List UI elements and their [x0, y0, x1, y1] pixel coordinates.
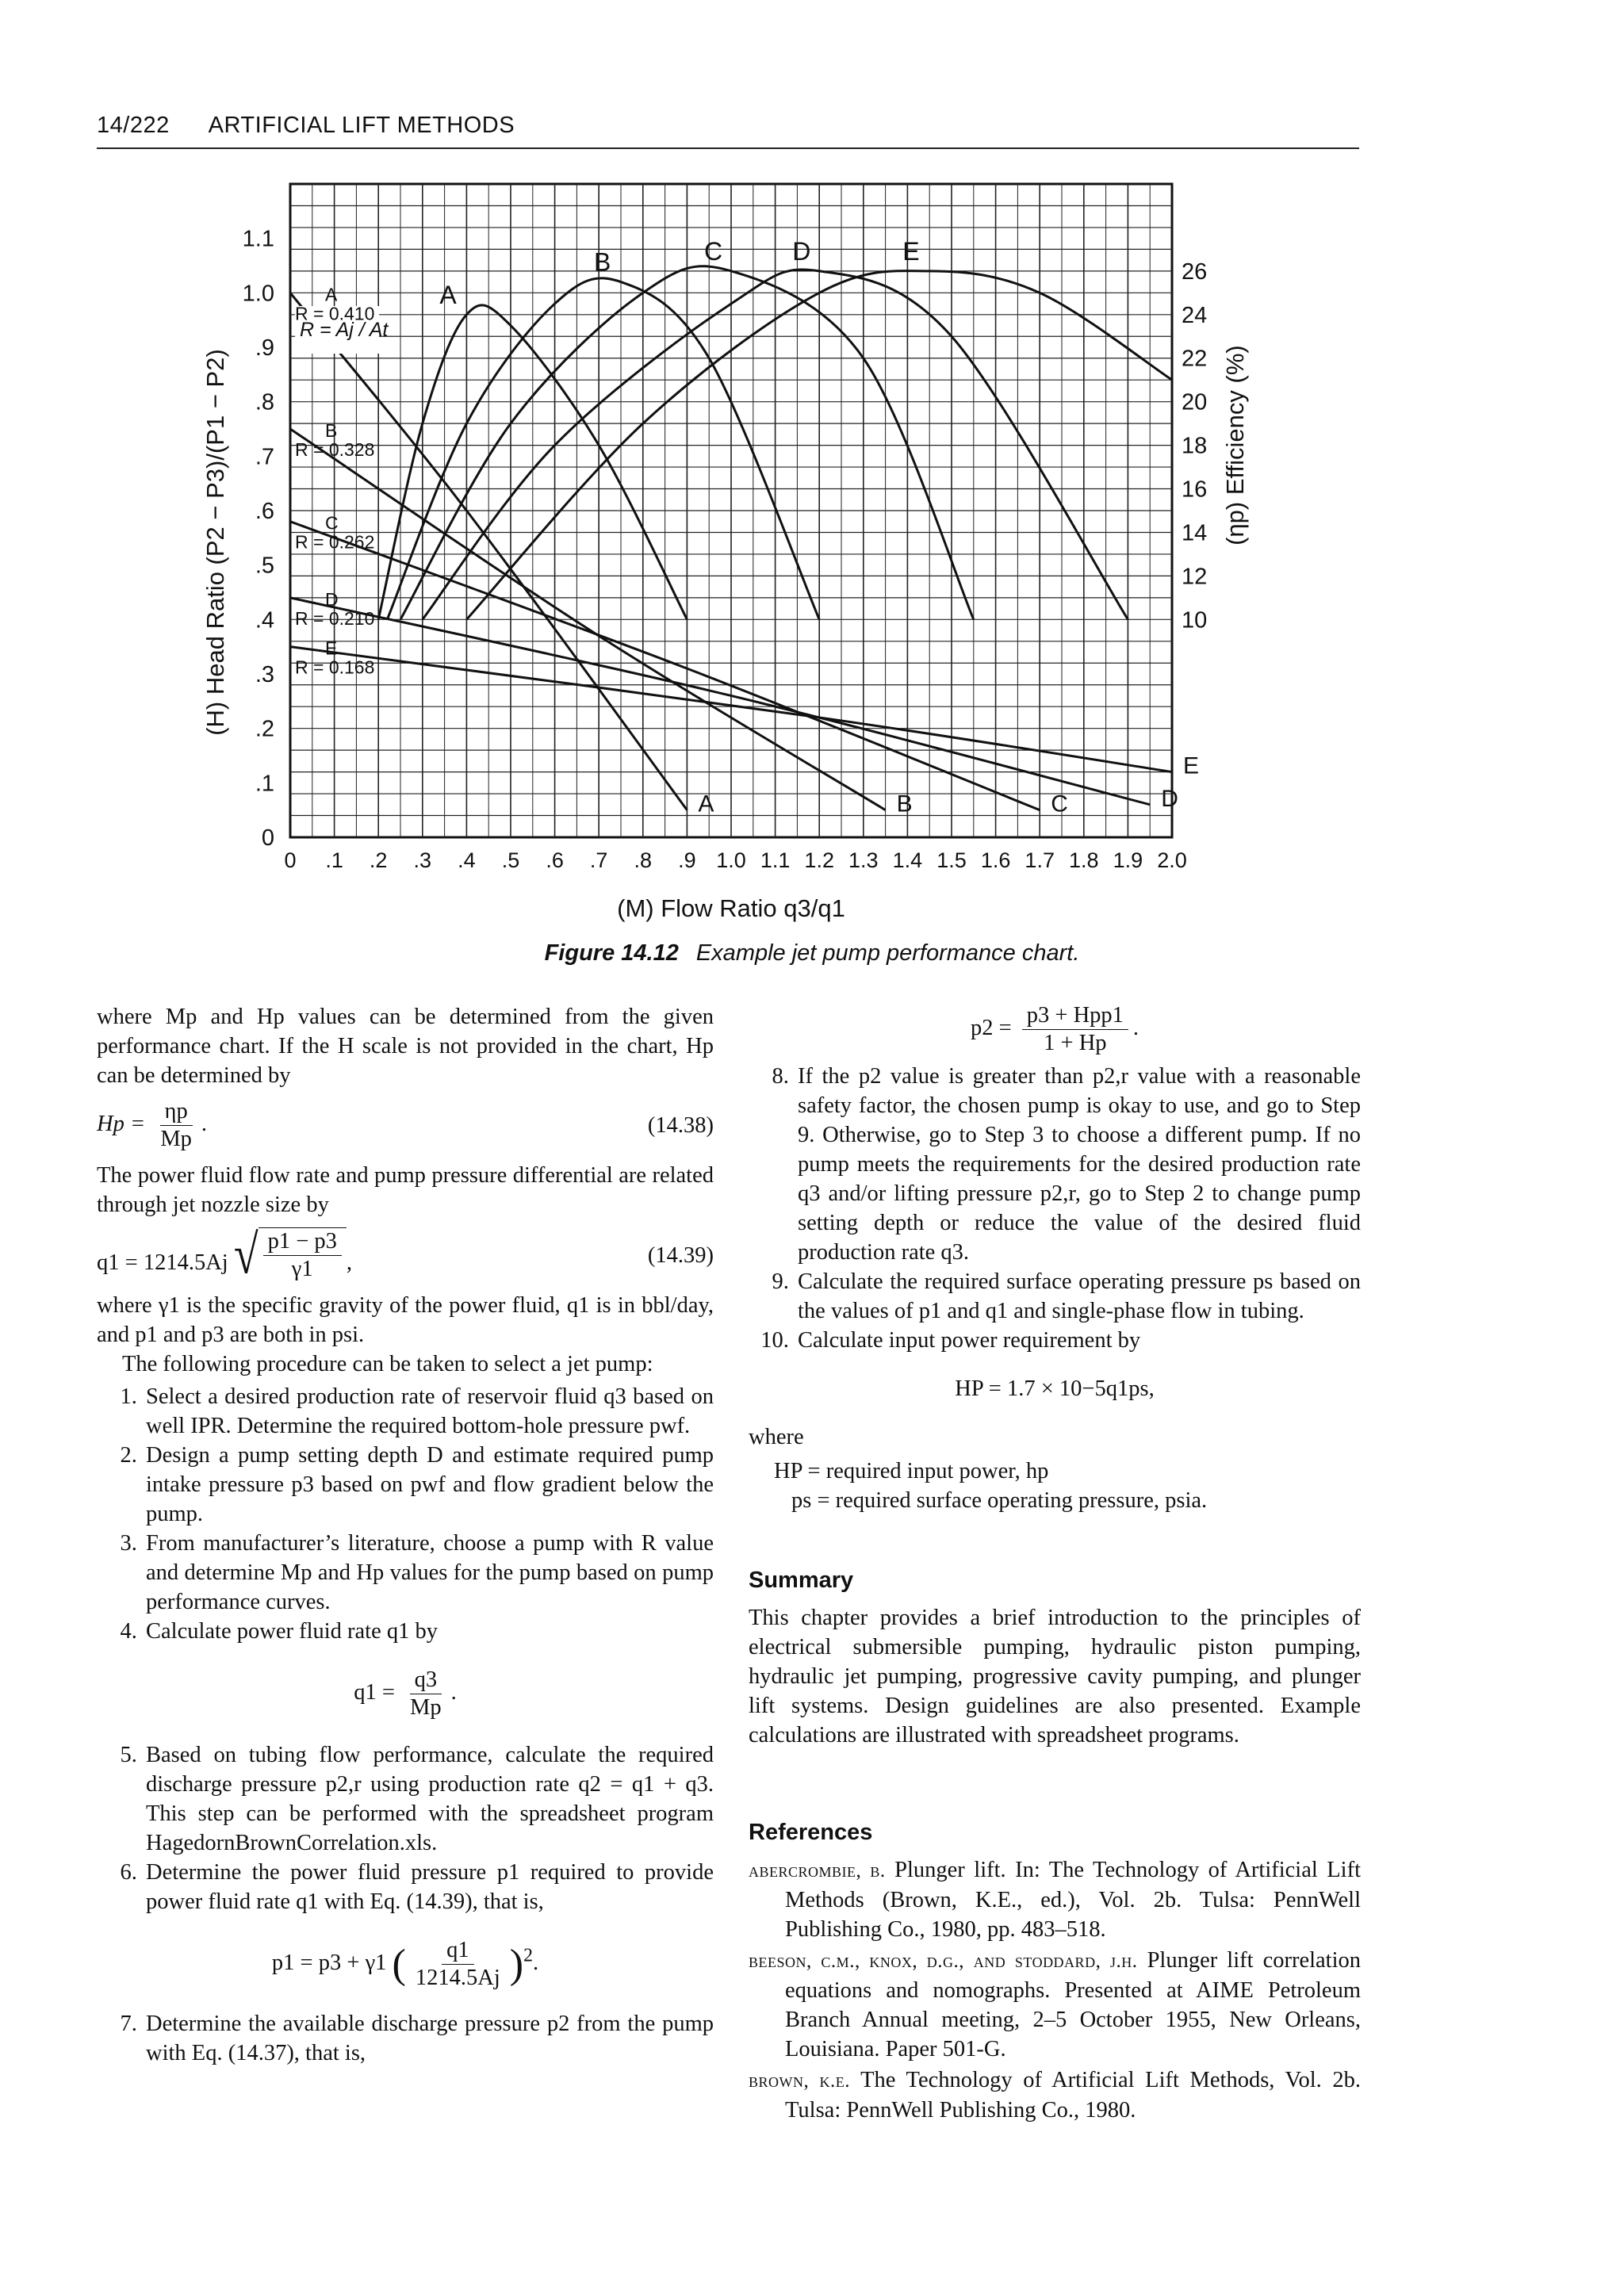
- paragraph: where γ1 is the specific gravity of the power fluid, q1 is in bbl/day, and p1 and p3 are both in psi.: [97, 1293, 714, 1347]
- head-curve-label: B: [896, 790, 913, 817]
- x-tick-label: 0: [284, 848, 297, 872]
- r-series-letter: E: [325, 637, 338, 659]
- x-tick-label: .4: [458, 848, 476, 872]
- efficiency-curve-b: [387, 278, 819, 620]
- equation-p1: p1 = p3 + γ1 ( $\frac{q1}{1214.5Aj}$ )$^2$.: [271, 1938, 539, 1990]
- r-legend: R = Aj / At: [300, 319, 389, 341]
- r-value-label: R = 0.328: [295, 439, 375, 460]
- efficiency-curve-label: D: [792, 236, 811, 266]
- reference-item: [749, 1946, 1361, 2064]
- equation-14-39: [97, 1224, 714, 1286]
- x-tick-label: 1.4: [892, 848, 923, 872]
- procedure-steps-8-10: [749, 1062, 1361, 1355]
- x-tick-label: .9: [678, 848, 696, 872]
- y2-tick-label: 14: [1182, 520, 1208, 546]
- x-tick-label: .6: [546, 848, 564, 872]
- eq-lhs: p1 = p3 + γ1: [271, 1950, 387, 1976]
- page-number: 14/222: [97, 113, 170, 138]
- reference-text: Plunger lift correlation equations and nomographs. Presented at AIME Petroleum Branch Annual meeting, 2–5 October 1955, New Orleans, Louisiana. Paper 501-G.: [785, 1948, 1362, 2061]
- step-item: 5. Based on tubing flow performance, calculate the required discharge pressure p2,r using production rate q2 = q1 + q3. This step can be performed with the spreadsheet program HagedornBrownCorrelation.xls.: [143, 1740, 714, 1858]
- equation-number: (14.38): [647, 1113, 714, 1138]
- head-curve-label: D: [1161, 785, 1178, 812]
- head-curve-d: [290, 598, 1150, 805]
- chart-grid: [290, 184, 1172, 837]
- y2-tick-label: 20: [1182, 389, 1208, 415]
- step-item: 6. Determine the power fluid pressure p1 required to provide power fluid rate q1 with Eq. (14.39), that is,: [143, 1858, 714, 1916]
- x-tick-label: 1.1: [760, 848, 791, 872]
- step-item: 9. Calculate the required surface operating pressure ps based on the values of p1 and q1 and single-phase flow in tubing.: [795, 1267, 1361, 1326]
- y-tick-label: 0: [261, 825, 274, 851]
- x-axis-label: (M) Flow Ratio q3/q1: [617, 894, 845, 922]
- procedure-step-7: [97, 2009, 714, 2068]
- step-item: 7. Determine the available discharge pressure p2 from the pump with Eq. (14.37), that is,: [143, 2009, 714, 2068]
- y-tick-label: .8: [255, 389, 274, 415]
- equation-hp: [749, 1374, 1361, 1403]
- x-tick-label: 1.2: [804, 848, 834, 872]
- reference-text: The Technology of Artificial Lift Methods, Vol. 2b. Tulsa: PennWell Publishing Co., 1980.: [785, 2068, 1361, 2123]
- eq-tail: .: [201, 1112, 208, 1137]
- efficiency-curve-label: C: [704, 236, 723, 266]
- y-tick-label: 1.1: [242, 226, 274, 252]
- right-column: [749, 1002, 1361, 2126]
- x-tick-label: .7: [589, 848, 608, 872]
- equation-q1: [97, 1667, 714, 1721]
- y-axis-label: (H) Head Ratio (P2 − P3)/(P1 − P2): [201, 349, 229, 736]
- x-tick-label: 1.3: [848, 848, 879, 872]
- eq-denominator: γ1: [291, 1257, 313, 1281]
- y-tick-label: .4: [255, 607, 274, 634]
- where-item: ps = required surface operating pressure, psia.: [791, 1488, 1208, 1513]
- x-tick-label: 1.7: [1025, 848, 1055, 872]
- eq-numerator: ηp: [160, 1098, 193, 1126]
- step-item: 10. Calculate input power requirement by: [795, 1326, 1361, 1355]
- y2-tick-label: 22: [1182, 346, 1208, 372]
- eq-tail: .: [1132, 1016, 1139, 1041]
- eq-lhs: q1 =: [354, 1680, 395, 1705]
- y-tick-label: .6: [255, 499, 274, 524]
- jet-pump-performance-chart: [0, 0, 1624, 936]
- r-value-label: R = 0.262: [295, 531, 375, 553]
- reference-authors: brown, k.e.: [749, 2070, 850, 2092]
- r-series-letter: A: [325, 284, 338, 305]
- x-tick-label: .3: [413, 848, 432, 872]
- y2-tick-label: 18: [1182, 433, 1208, 459]
- figure-caption: [0, 940, 1624, 967]
- r-series-letter: C: [325, 512, 339, 534]
- y2-tick-label: 10: [1182, 607, 1208, 634]
- y2-tick-label: 24: [1182, 302, 1208, 328]
- where-list: [774, 1457, 1361, 1515]
- radical-sign: √: [233, 1224, 259, 1286]
- eq-numerator: p1 − p3: [263, 1228, 342, 1256]
- paragraph: where Mp and Hp values can be determined from the given performance chart. If the H scale is not provided in the chart, Hp can be determined by: [97, 1005, 714, 1088]
- reference-item: [749, 1855, 1361, 1944]
- figure-caption-text: Example jet pump performance chart.: [695, 940, 1080, 966]
- y-tick-label: .2: [255, 716, 274, 742]
- step-item: 8. If the p2 value is greater than p2,r value with a reasonable safety factor, the chosen pump is okay to use, and go to Step 9. Otherwise, go to Step 3 to choose a different pump. If no pump meets the requirements for the desired production rate q3 and/or lifting pressure p2,r, go to Step 2 to change pump setting depth or reduce the value of the desired fluid production rate q3.: [795, 1062, 1361, 1267]
- y-tick-label: .3: [255, 662, 274, 687]
- summary-text: This chapter provides a brief introduction to the principles of electrical submersible pumping, hydraulic piston pumping, hydraulic jet pumping, progressive cavity pumping, and plunger lift systems. Design guidelines are also presented. Example calculations are illustrated with spreadsheet programs.: [749, 1606, 1361, 1748]
- r-value-label: R = 0.168: [295, 657, 375, 678]
- eq-numerator: q3: [410, 1667, 442, 1694]
- eq-denominator: Mp: [160, 1127, 192, 1151]
- eq-numerator: p3 + Hpp1: [1022, 1002, 1128, 1030]
- x-tick-label: .1: [325, 848, 343, 872]
- step-item: 1. Select a desired production rate of reservoir fluid q3 based on well IPR. Determine the required bottom-hole pressure pwf.: [143, 1382, 714, 1441]
- eq-lhs: p2 =: [970, 1016, 1012, 1041]
- step-item: 2. Design a pump setting depth D and estimate required pump intake pressure p3 based on pwf and flow gradient below the pump.: [143, 1441, 714, 1529]
- left-column: [97, 1002, 714, 2071]
- reference-text: Plunger lift. In: The Technology of Artificial Lift Methods (Brown, K.E., ed.), Vol. 2b. Tulsa: PennWell Publishing Co., 1980, pp. 483–518.: [785, 1858, 1362, 1942]
- x-tick-label: 1.9: [1113, 848, 1143, 872]
- equation-number: (14.39): [647, 1242, 714, 1268]
- reference-authors: abercrombie, b.: [749, 1860, 886, 1881]
- y-tick-label: .1: [255, 771, 274, 797]
- running-title: ARTIFICIAL LIFT METHODS: [208, 113, 515, 138]
- y2-tick-label: 26: [1182, 258, 1208, 285]
- eq-tail: .: [450, 1680, 457, 1705]
- eq-tail: ,: [346, 1250, 353, 1275]
- efficiency-curve-label: B: [594, 247, 611, 277]
- where-item: HP = required input power, hp: [774, 1459, 1049, 1483]
- y-tick-label: .9: [255, 335, 274, 361]
- eq-lhs: q1 = 1214.5Aj: [97, 1250, 228, 1275]
- r-value-label: R = 0.210: [295, 607, 375, 629]
- eq-hp-text: HP = 1.7 × 10−5q1ps,: [955, 1376, 1155, 1401]
- x-tick-label: .5: [501, 848, 520, 872]
- step-item: 4. Calculate power fluid rate q1 by: [143, 1617, 714, 1646]
- where-label: where: [749, 1425, 804, 1449]
- x-tick-label: 1.6: [980, 848, 1011, 872]
- summary-heading: Summary: [749, 1568, 854, 1593]
- x-tick-label: .2: [369, 848, 388, 872]
- y-tick-label: .5: [255, 553, 274, 579]
- x-tick-label: 2.0: [1157, 848, 1187, 872]
- eq-lhs: Hp =: [97, 1112, 146, 1137]
- paragraph: The following procedure can be taken to select a jet pump:: [122, 1352, 653, 1376]
- procedure-steps-1-4: [97, 1382, 714, 1646]
- y2-tick-label: 16: [1182, 477, 1208, 503]
- head-curve-label: A: [698, 790, 714, 817]
- x-tick-label: .8: [634, 848, 653, 872]
- x-tick-label: 1.5: [936, 848, 967, 872]
- r-series-letter: B: [325, 420, 338, 441]
- x-tick-label: 1.0: [716, 848, 746, 872]
- eq-denominator: 1 + Hp: [1044, 1031, 1107, 1055]
- equation-p2: [749, 1002, 1361, 1057]
- head-curve-label: C: [1051, 790, 1068, 817]
- y-tick-label: .7: [255, 444, 274, 470]
- y2-tick-label: 12: [1182, 564, 1208, 590]
- eq-numerator: q1: [442, 1937, 474, 1965]
- eq-denominator: 1214.5Aj: [415, 1966, 500, 1990]
- procedure-steps-5-6: [97, 1740, 714, 1916]
- eq-exponent: 2: [523, 1945, 533, 1966]
- efficiency-curve-label: A: [439, 280, 457, 309]
- reference-authors: beeson, c.m., knox, d.g., and stoddard, j.h.: [749, 1950, 1138, 1972]
- references-heading: References: [749, 1820, 873, 1845]
- chart-labels: [201, 227, 1249, 922]
- equation-14-38: [97, 1098, 714, 1153]
- r-series-letter: D: [325, 588, 339, 610]
- reference-item: [749, 2065, 1361, 2125]
- eq-denominator: Mp: [410, 1695, 442, 1720]
- head-curve-label: E: [1183, 752, 1200, 779]
- paragraph: The power fluid flow rate and pump pressure differential are related through jet nozzle size by: [97, 1163, 714, 1217]
- eq-tail: .: [532, 1950, 539, 1976]
- r-value-label: R = 0.410: [295, 303, 375, 324]
- y2-axis-label: (ηp) Efficiency (%): [1221, 345, 1249, 545]
- efficiency-curve-label: E: [902, 236, 920, 266]
- step-item: 3. From manufacturer’s literature, choose a pump with R value and determine Mp and Hp values for the pump based on pump performance curves.: [143, 1529, 714, 1617]
- figure-label: Figure 14.12: [544, 940, 679, 966]
- y-tick-label: 1.0: [242, 281, 274, 307]
- x-tick-label: 1.8: [1069, 848, 1099, 872]
